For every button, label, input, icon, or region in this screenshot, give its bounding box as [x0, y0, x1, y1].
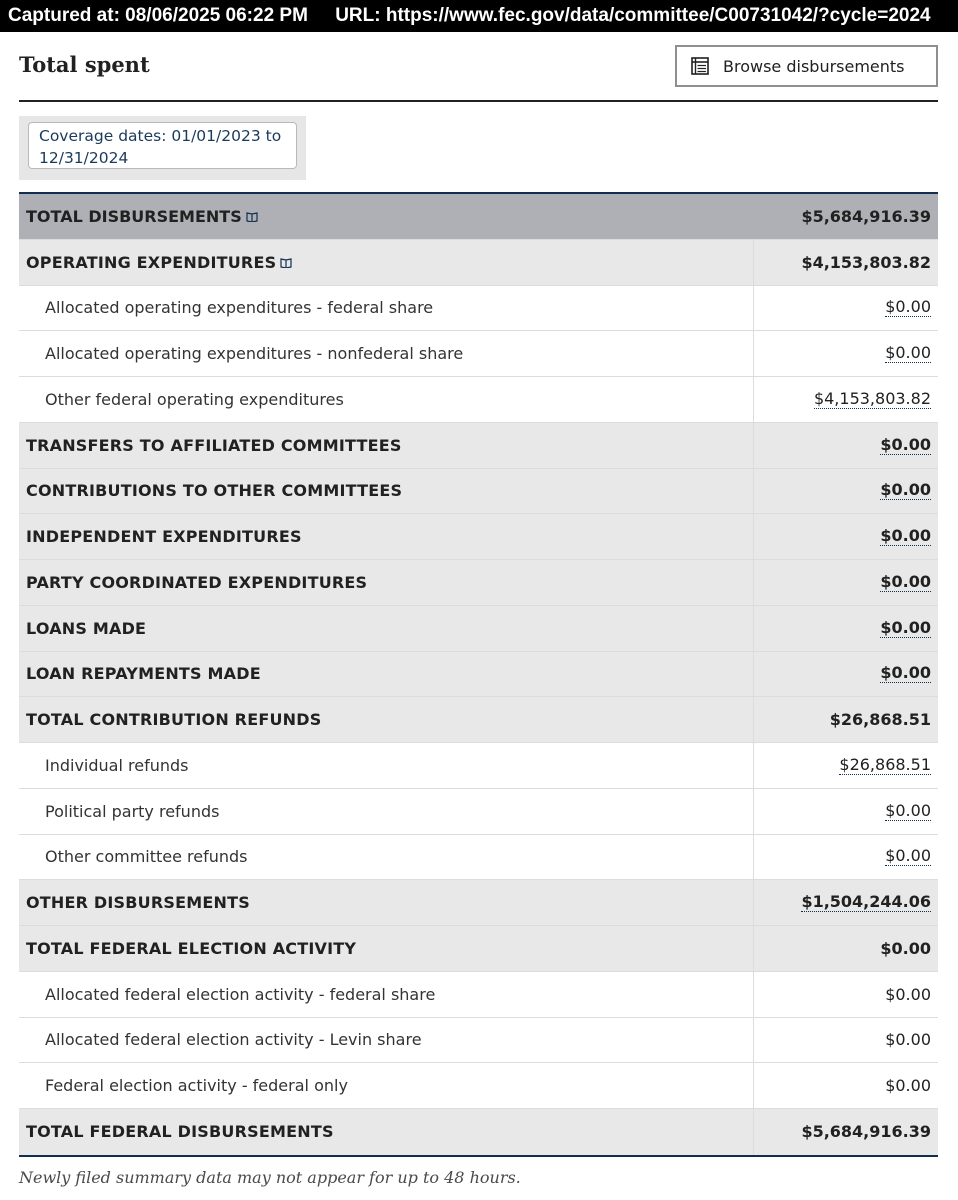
row-value-link[interactable]: $0.00: [880, 526, 931, 546]
coverage-dates-container: [19, 116, 306, 180]
row-value-link[interactable]: $0.00: [880, 480, 931, 500]
row-value-cell: [754, 423, 938, 468]
row-value: $26,868.51: [829, 710, 931, 730]
row-value: $5,684,916.39: [801, 206, 931, 226]
table-row: [19, 331, 938, 377]
browse-disbursements-button[interactable]: [675, 45, 938, 87]
captured-at: Captured at: 08/06/2025 06:22 PM: [8, 5, 308, 26]
row-label: [19, 194, 754, 239]
table-row: [19, 514, 938, 560]
row-value-cell: [754, 286, 938, 331]
row-value-cell: [754, 514, 938, 559]
row-value-link[interactable]: $4,153,803.82: [813, 388, 931, 408]
table-row: [19, 652, 938, 698]
row-label: Allocated operating expenditures - federal share: [19, 286, 754, 331]
table-row: [19, 377, 938, 423]
row-label: PARTY COORDINATED EXPENDITURES: [19, 560, 754, 605]
row-value-link[interactable]: $1,504,244.06: [801, 892, 931, 912]
row-value-cell: [754, 560, 938, 605]
table-row: [19, 286, 938, 332]
row-label: CONTRIBUTIONS TO OTHER COMMITTEES: [19, 469, 754, 514]
row-value-cell: [754, 652, 938, 697]
page-title: Total spent: [19, 52, 150, 77]
row-label: Allocated federal election activity - Levin share: [19, 1018, 754, 1063]
row-value-link[interactable]: $0.00: [885, 343, 931, 363]
row-value-cell: [754, 880, 938, 925]
row-label: LOANS MADE: [19, 606, 754, 651]
row-label: TOTAL CONTRIBUTION REFUNDS: [19, 697, 754, 742]
row-value-cell: [754, 789, 938, 834]
row-value-link[interactable]: $26,868.51: [839, 754, 931, 774]
row-value: $0.00: [885, 984, 931, 1004]
capture-url: URL: https://www.fec.gov/data/committee/C00731042/?cycle=2024: [335, 5, 931, 26]
row-value-cell: [754, 377, 938, 422]
table-row: [19, 926, 938, 972]
row-value-link[interactable]: $0.00: [885, 297, 931, 317]
row-value: $4,153,803.82: [801, 252, 931, 272]
row-value: $0.00: [880, 938, 931, 958]
table-row: [19, 1109, 938, 1155]
glossary-book-icon[interactable]: [246, 211, 258, 222]
table-row: [19, 194, 938, 240]
row-label: OTHER DISBURSEMENTS: [19, 880, 754, 925]
row-value-link[interactable]: $0.00: [880, 663, 931, 683]
row-label: Allocated federal election activity - federal share: [19, 972, 754, 1017]
row-value-cell: [754, 835, 938, 880]
row-label: [19, 240, 754, 285]
table-row: [19, 972, 938, 1018]
capture-banner: [0, 0, 958, 32]
table-row: [19, 560, 938, 606]
table-row: [19, 835, 938, 881]
table-row: [19, 880, 938, 926]
row-label: TOTAL FEDERAL ELECTION ACTIVITY: [19, 926, 754, 971]
row-label: INDEPENDENT EXPENDITURES: [19, 514, 754, 559]
row-label: TRANSFERS TO AFFILIATED COMMITTEES: [19, 423, 754, 468]
row-label: Federal election activity - federal only: [19, 1063, 754, 1108]
table-row: [19, 1018, 938, 1064]
row-value-link[interactable]: $0.00: [885, 846, 931, 866]
row-value-cell: [754, 331, 938, 376]
browse-disbursements-label: Browse disbursements: [723, 56, 905, 76]
row-label: Allocated operating expenditures - nonfederal share: [19, 331, 754, 376]
row-label: Individual refunds: [19, 743, 754, 788]
row-label: LOAN REPAYMENTS MADE: [19, 652, 754, 697]
row-value-link[interactable]: $0.00: [880, 617, 931, 637]
section-header: [19, 44, 938, 102]
row-label: Political party refunds: [19, 789, 754, 834]
row-value-link[interactable]: $0.00: [880, 571, 931, 591]
row-value: $0.00: [885, 1030, 931, 1050]
footnote: Newly filed summary data may not appear for up to 48 hours.: [19, 1168, 521, 1187]
row-value-cell: [754, 743, 938, 788]
table-row: [19, 743, 938, 789]
row-label-text: TOTAL DISBURSEMENTS: [26, 206, 242, 226]
row-value: $5,684,916.39: [801, 1122, 931, 1142]
table-row: [19, 469, 938, 515]
glossary-book-icon[interactable]: [280, 257, 292, 268]
table-row: [19, 1063, 938, 1109]
row-label: Other committee refunds: [19, 835, 754, 880]
row-value: $0.00: [885, 1076, 931, 1096]
row-label-text: OPERATING EXPENDITURES: [26, 252, 277, 272]
table-row: [19, 423, 938, 469]
row-value-link[interactable]: $0.00: [880, 434, 931, 454]
row-value-link[interactable]: $0.00: [885, 800, 931, 820]
total-spent-table: [19, 192, 938, 1157]
table-row: [19, 240, 938, 286]
coverage-dates-tag: Coverage dates: 01/01/2023 to 12/31/2024: [28, 122, 297, 169]
table-icon: [691, 57, 709, 75]
row-value-cell: [754, 606, 938, 651]
row-value-cell: [754, 469, 938, 514]
table-row: [19, 606, 938, 652]
table-row: [19, 697, 938, 743]
table-row: [19, 789, 938, 835]
row-label: TOTAL FEDERAL DISBURSEMENTS: [19, 1109, 754, 1155]
row-label: Other federal operating expenditures: [19, 377, 754, 422]
